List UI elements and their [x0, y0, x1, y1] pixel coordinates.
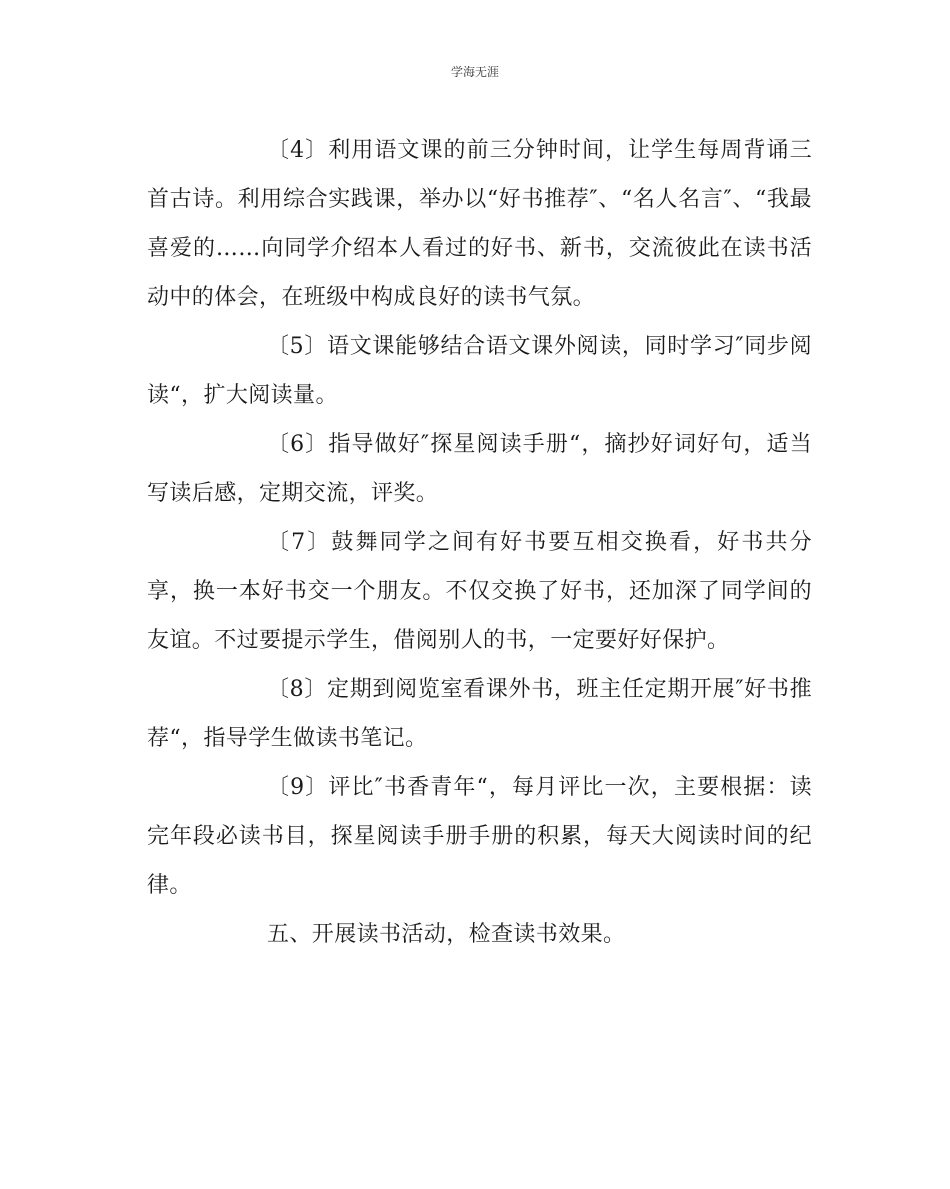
paragraph-item-7: 〔7〕鼓舞同学之间有好书要互相交换看，好书共分享，换一本好书交一个朋友。不仅交换了好书，还加深了同学间的友谊。不过要提示学生，借阅别人的书，一定要好好保护。 — [147, 530, 812, 653]
section-heading: 五、开展读书活动，检查读书效果。 — [267, 922, 626, 947]
page-header: 学海无涯 — [450, 65, 499, 79]
paragraph-item-9: 〔9〕评比″书香青年“，每月评比一次，主要根据：读完年段必读书目，探星阅读手册手册的积累，每天大阅读时间的纪律。 — [147, 775, 812, 898]
paragraph-item-5: 〔5〕语文课能够结合语文课外阅读，同时学习″同步阅读“，扩大阅读量。 — [147, 334, 812, 408]
paragraph-item-8: 〔8〕定期到阅览室看课外书，班主任定期开展″好书推荐“，指导学生做读书笔记。 — [147, 677, 812, 751]
document-body — [147, 126, 812, 959]
paragraph-item-6: 〔6〕指导做好″探星阅读手册“，摘抄好词好句，适当写读后感，定期交流，评奖。 — [147, 432, 812, 506]
paragraph-item-4: 〔4〕利用语文课的前三分钟时间，让学生每周背诵三首古诗。利用综合实践课，举办以“好书推荐″、“名人名言″、“我最喜爱的……向同学介绍本人看过的好书、新书，交流彼此在读书活动中的体会，在班级中构成良好的读书气氛。 — [147, 138, 812, 310]
